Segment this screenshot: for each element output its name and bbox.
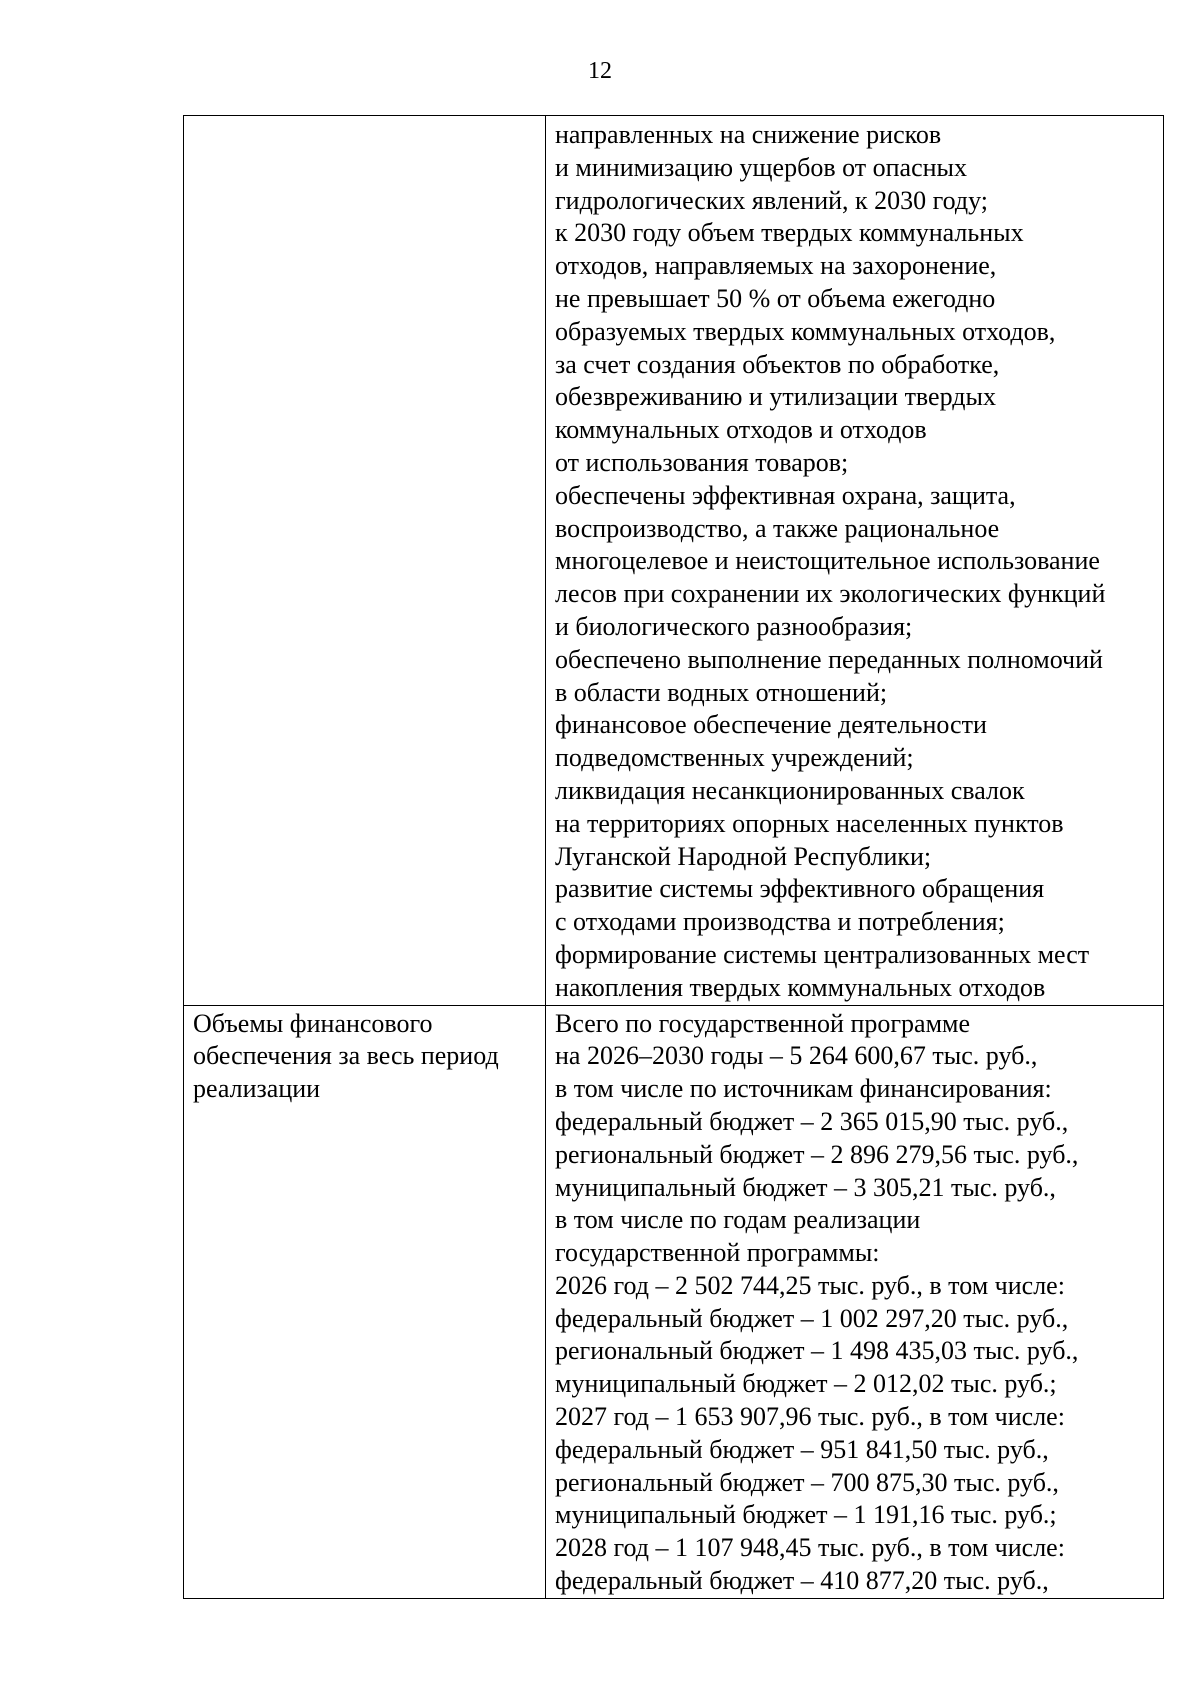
text-line: за счет создания объектов по обработке, [555,349,1000,379]
text-line: гидрологических явлений, к 2030 году; [555,185,989,215]
text-line: накопления твердых коммунальных отходов [555,972,1046,1002]
text-line: в области водных отношений; [555,677,888,707]
text-line: муниципальный бюджет – 1 191,16 тыс. руб.; [555,1500,1057,1530]
text-line: федеральный бюджет – 410 877,20 тыс. руб., [555,1566,1049,1596]
text-line: федеральный бюджет – 1 002 297,20 тыс. руб., [555,1303,1069,1333]
text-line: в том числе по источникам финансирования: [555,1074,1052,1104]
text-line: реализации [193,1074,321,1104]
text-line: образуемых твердых коммунальных отходов, [555,316,1056,346]
text-line: 2027 год – 1 653 907,96 тыс. руб., в том числе: [555,1402,1065,1432]
row-label-cell [184,1005,546,1598]
text-line: на территориях опорных населенных пунктов [555,808,1064,838]
text-line: лесов при сохранении их экологических функций [555,579,1106,609]
text-line: к 2030 году объем твердых коммунальных [555,218,1024,248]
row-content-lines [555,119,1157,1005]
text-line: Луганской Народной Республики; [555,841,932,871]
text-line: обеспечено выполнение переданных полномочий [555,644,1103,674]
text-line: региональный бюджет – 2 896 279,56 тыс. руб., [555,1139,1079,1169]
text-line: федеральный бюджет – 2 365 015,90 тыс. руб., [555,1106,1069,1136]
row-label-cell [184,116,546,1006]
text-line: финансовое обеспечение деятельности [555,710,987,740]
text-line: обеспечены эффективная охрана, защита, [555,480,1016,510]
text-line: подведомственных учреждений; [555,743,914,773]
text-line: отходов, направляемых на захоронение, [555,251,997,281]
text-line: Всего по государственной программе [555,1008,971,1038]
text-line: муниципальный бюджет – 3 305,21 тыс. руб., [555,1172,1056,1202]
text-line: и биологического разнообразия; [555,611,913,641]
text-line: с отходами производства и потребления; [555,907,1005,937]
text-line: обеспечения за весь период [193,1041,499,1071]
page-number: 12 [588,58,612,84]
passport-table [183,115,1164,1599]
text-line: развитие системы эффективного обращения [555,874,1045,904]
text-line: 2028 год – 1 107 948,45 тыс. руб., в том числе: [555,1533,1065,1563]
text-line: многоцелевое и неистощительное использование [555,546,1100,576]
text-line: на 2026–2030 годы – 5 264 600,67 тыс. руб., [555,1041,1038,1071]
text-line: направленных на снижение рисков [555,120,942,149]
text-line: федеральный бюджет – 951 841,50 тыс. руб., [555,1434,1049,1464]
text-line: Объемы финансового [193,1008,433,1038]
text-line: государственной программы: [555,1238,880,1268]
row-content-lines [555,1008,1157,1598]
text-line: не превышает 50 % от объема ежегодно [555,283,996,313]
table-row [184,1005,1164,1598]
row-label-lines [193,1008,539,1106]
row-content-cell [546,116,1164,1006]
text-line: формирование системы централизованных мест [555,939,1090,969]
text-line: муниципальный бюджет – 2 012,02 тыс. руб.; [555,1369,1057,1399]
text-line: воспроизводство, а также рациональное [555,513,1000,543]
text-line: 2026 год – 2 502 744,25 тыс. руб., в том числе: [555,1270,1065,1300]
text-line: ликвидация несанкционированных свалок [555,775,1025,805]
table-row [184,116,1164,1006]
text-line: в том числе по годам реализации [555,1205,921,1235]
text-line: региональный бюджет – 1 498 435,03 тыс. руб., [555,1336,1079,1366]
text-line: и минимизацию ущербов от опасных [555,152,968,182]
text-line: региональный бюджет – 700 875,30 тыс. руб., [555,1467,1059,1497]
text-line: обезвреживанию и утилизации твердых [555,382,996,412]
row-content-cell [546,1005,1164,1598]
text-line: от использования товаров; [555,447,849,477]
text-line: коммунальных отходов и отходов [555,415,927,445]
